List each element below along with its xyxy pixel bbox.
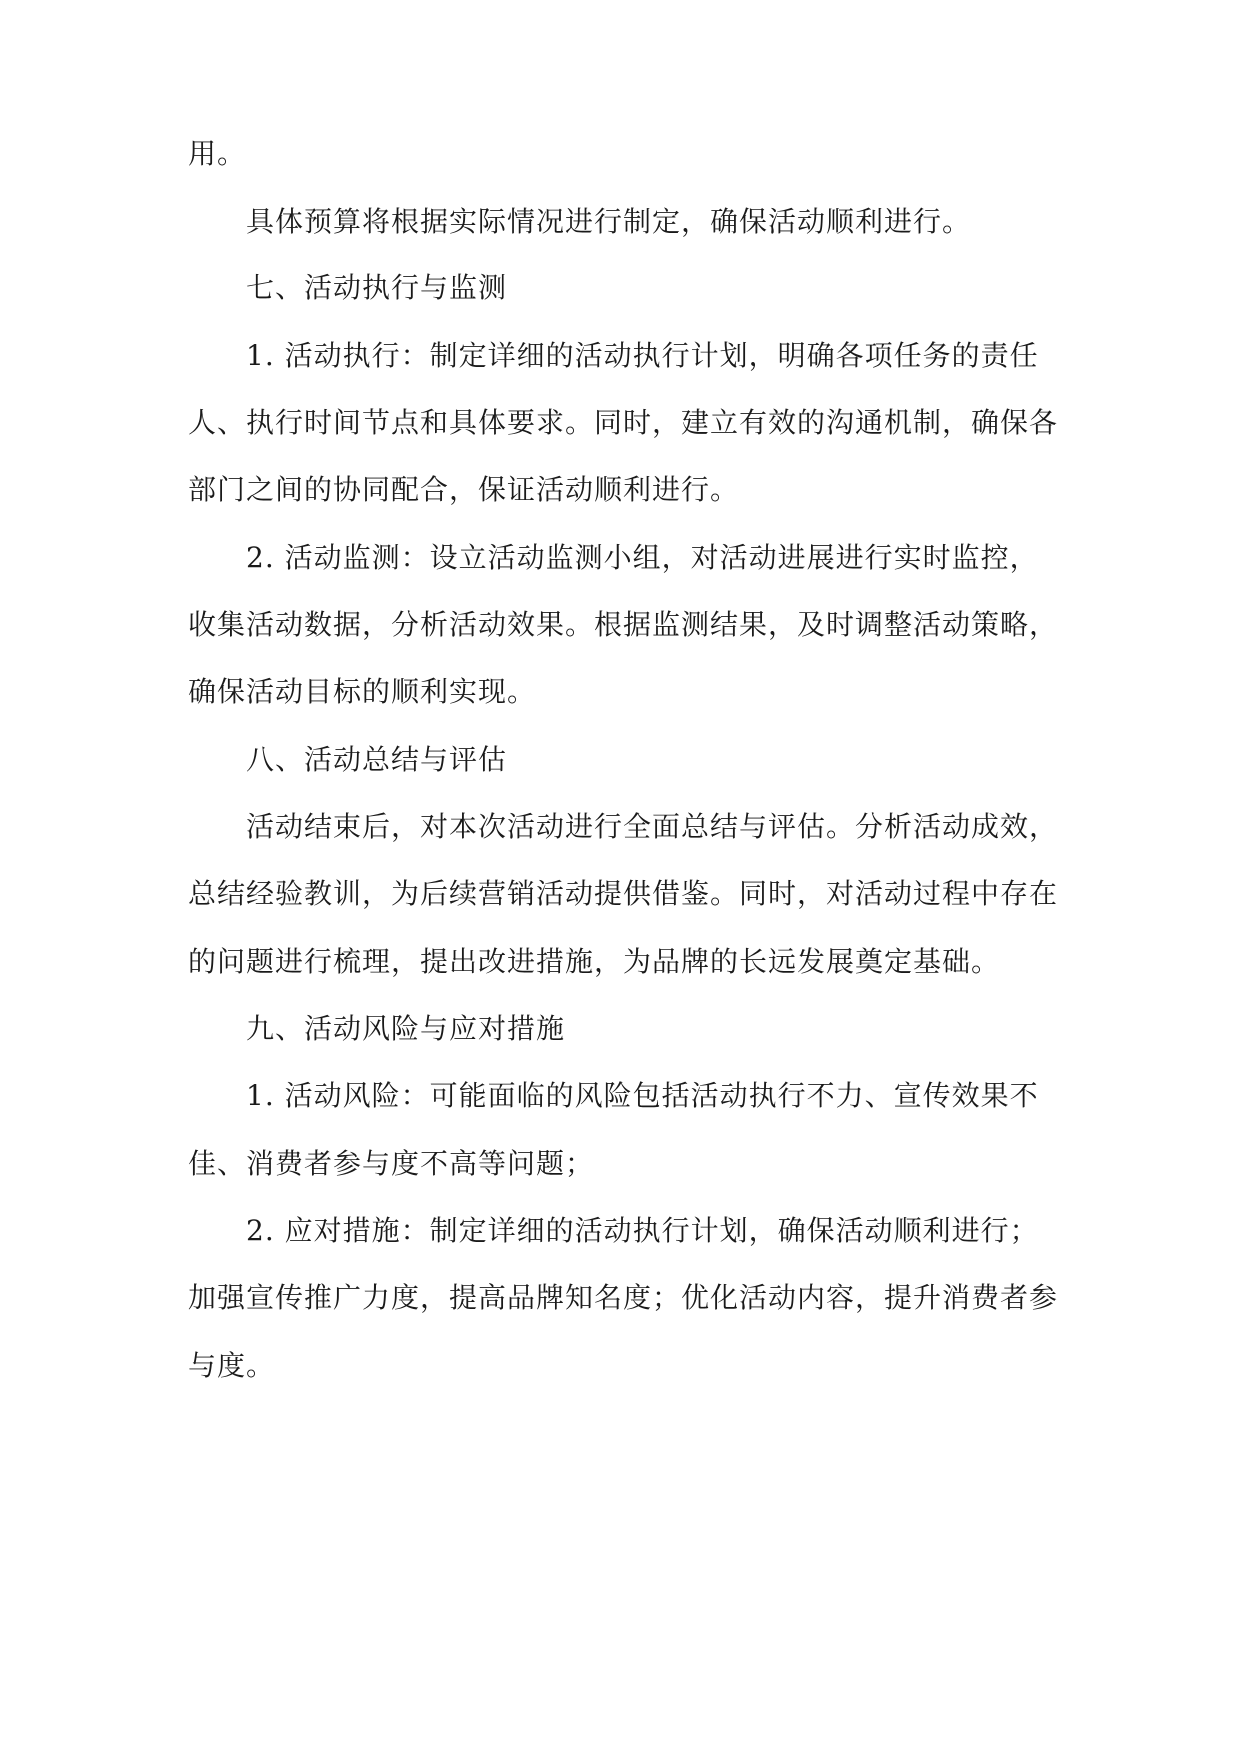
text-line-response-3: 与度。: [188, 1349, 276, 1382]
text-line-monitoring-2: 收集活动数据，分析活动效果。根据监测结果，及时调整活动策略，: [188, 608, 1059, 641]
text-line-risk-2: 佳、消费者参与度不高等问题；: [188, 1147, 595, 1180]
text-line-summary-2: 总结经验教训，为后续营销活动提供借鉴。同时，对活动过程中存在: [188, 877, 1059, 910]
text-line-summary-3: 的问题进行梳理，提出改进措施，为品牌的长远发展奠定基础。: [188, 945, 1001, 978]
text-line-continuation: 用。: [188, 137, 247, 170]
text-line-execution-1: 1. 活动执行：制定详细的活动执行计划，明确各项任务的责任: [246, 339, 1039, 372]
text-line-risk-1: 1. 活动风险：可能面临的风险包括活动执行不力、宣传效果不: [246, 1079, 1039, 1112]
section-heading-summary: 八、活动总结与评估: [246, 743, 508, 776]
text-line-response-1: 2. 应对措施：制定详细的活动执行计划，确保活动顺利进行；: [246, 1214, 1039, 1247]
text-line-budget-note: 具体预算将根据实际情况进行制定，确保活动顺利进行。: [246, 205, 972, 238]
text-line-execution-2: 人、执行时间节点和具体要求。同时，建立有效的沟通机制，确保各: [188, 406, 1059, 439]
section-heading-risk: 九、活动风险与应对措施: [246, 1012, 566, 1045]
text-line-execution-3: 部门之间的协同配合，保证活动顺利进行。: [188, 473, 740, 506]
text-line-summary-1: 活动结束后，对本次活动进行全面总结与评估。分析活动成效，: [246, 810, 1059, 843]
text-line-response-2: 加强宣传推广力度，提高品牌知名度；优化活动内容，提升消费者参: [188, 1281, 1059, 1314]
text-line-monitoring-3: 确保活动目标的顺利实现。: [188, 675, 537, 708]
text-line-monitoring-1: 2. 活动监测：设立活动监测小组，对活动进展进行实时监控，: [246, 541, 1039, 574]
section-heading-execution: 七、活动执行与监测: [246, 271, 508, 304]
